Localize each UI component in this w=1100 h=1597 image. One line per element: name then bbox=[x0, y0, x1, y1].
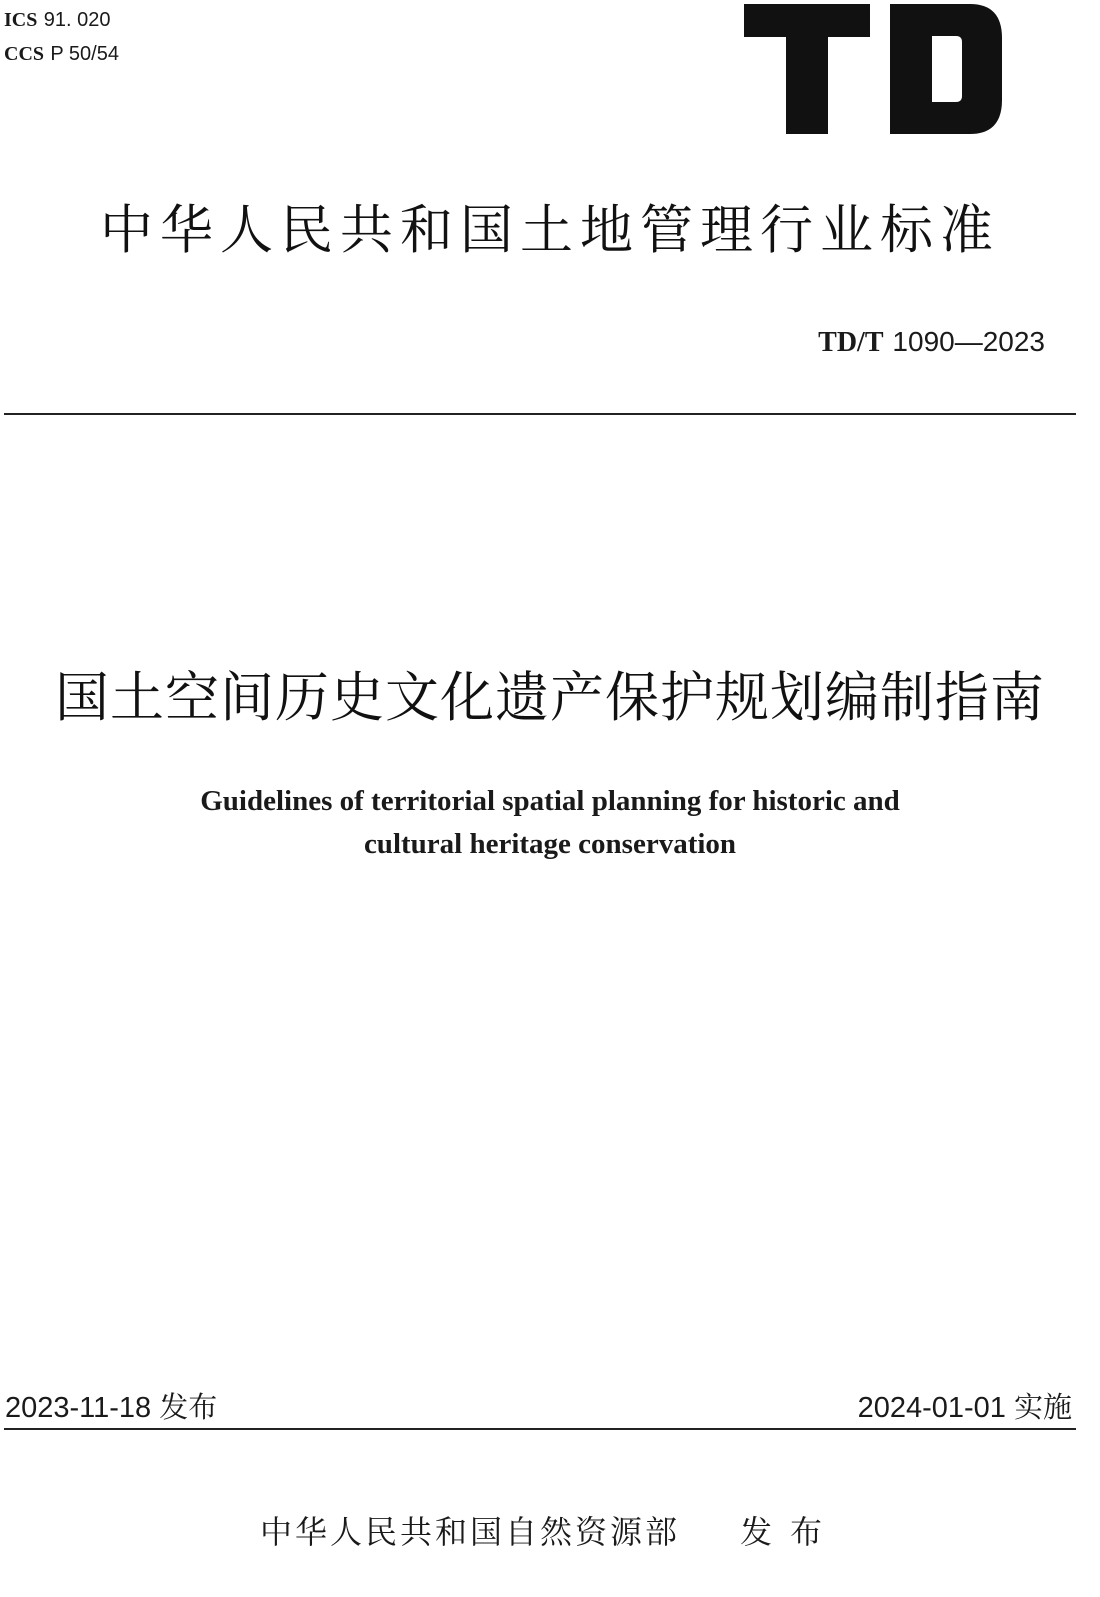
title-en-line-1: Guidelines of territorial spatial planning for historic and bbox=[200, 785, 900, 817]
standard-code: 1090—2023 bbox=[892, 326, 1045, 357]
bottom-divider bbox=[4, 1428, 1076, 1430]
standard-number bbox=[818, 324, 1045, 361]
document-title-en bbox=[0, 780, 1100, 866]
ccs-label: CCS bbox=[4, 43, 45, 65]
ics-value: 91. 020 bbox=[43, 9, 111, 31]
ccs-value: P 50/54 bbox=[50, 43, 119, 65]
issuer-action: 发布 bbox=[740, 1513, 841, 1551]
standard-category-title: 中华人民共和国土地管理行业标准 bbox=[100, 200, 1000, 261]
ccs-code bbox=[4, 41, 119, 66]
document-title-cn: 国土空间历史文化遗产保护规划编制指南 bbox=[55, 666, 1045, 729]
title-en-line-2: cultural heritage conservation bbox=[363, 828, 737, 860]
top-divider bbox=[4, 413, 1076, 415]
issuer bbox=[0, 1510, 1100, 1554]
standard-prefix: TD/T bbox=[818, 327, 884, 358]
ics-code bbox=[4, 7, 110, 32]
publish-date: 2023-11-18 发布 bbox=[5, 1392, 218, 1424]
issuer-name: 中华人民共和国自然资源部 bbox=[259, 1513, 680, 1551]
ics-label: ICS bbox=[4, 9, 38, 31]
implement-date: 2024-01-01 实施 bbox=[857, 1392, 1072, 1424]
td-logo bbox=[744, 4, 1002, 134]
